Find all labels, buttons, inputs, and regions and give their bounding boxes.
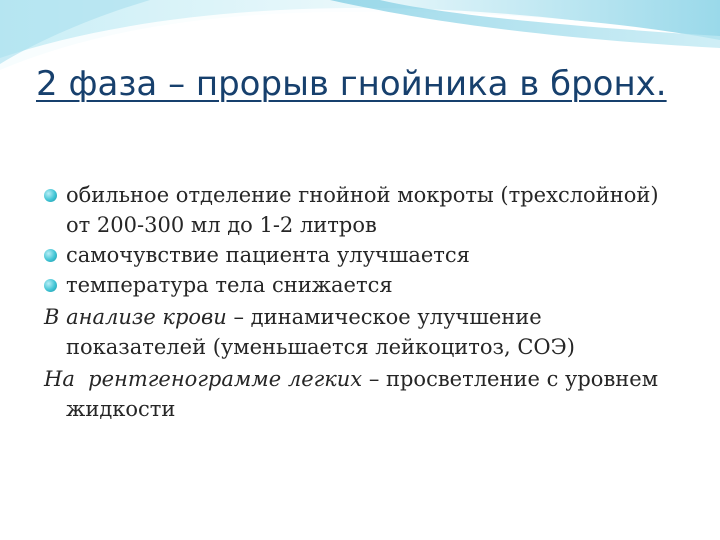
- blood-analysis-label: В анализе крови: [44, 305, 227, 329]
- list-item-text: обильное отделение гнойной мокроты (трехслойной) от 200-300 мл до 1-2 литров: [66, 183, 659, 237]
- list-item: [44, 180, 684, 240]
- list-item: [44, 240, 684, 270]
- xray-label: На рентгенограмме легких: [44, 367, 363, 391]
- xray-text: – просветление с уровнем жидкости: [66, 367, 659, 421]
- blood-analysis-text: – динамическое улучшение показателей (уменьшается лейкоцитоз, СОЭ): [66, 305, 575, 359]
- bullet-icon: [44, 249, 57, 262]
- list-item-text: температура тела снижается: [66, 273, 393, 297]
- xray-paragraph: [44, 364, 684, 424]
- bullet-icon: [44, 279, 57, 292]
- list-item-text: самочувствие пациента улучшается: [66, 243, 470, 267]
- list-item: [44, 270, 684, 300]
- slide-body: [44, 180, 684, 424]
- blood-analysis-paragraph: [44, 302, 684, 362]
- bullet-icon: [44, 189, 57, 202]
- slide-title: 2 фаза – прорыв гнойника в бронх.: [36, 64, 667, 104]
